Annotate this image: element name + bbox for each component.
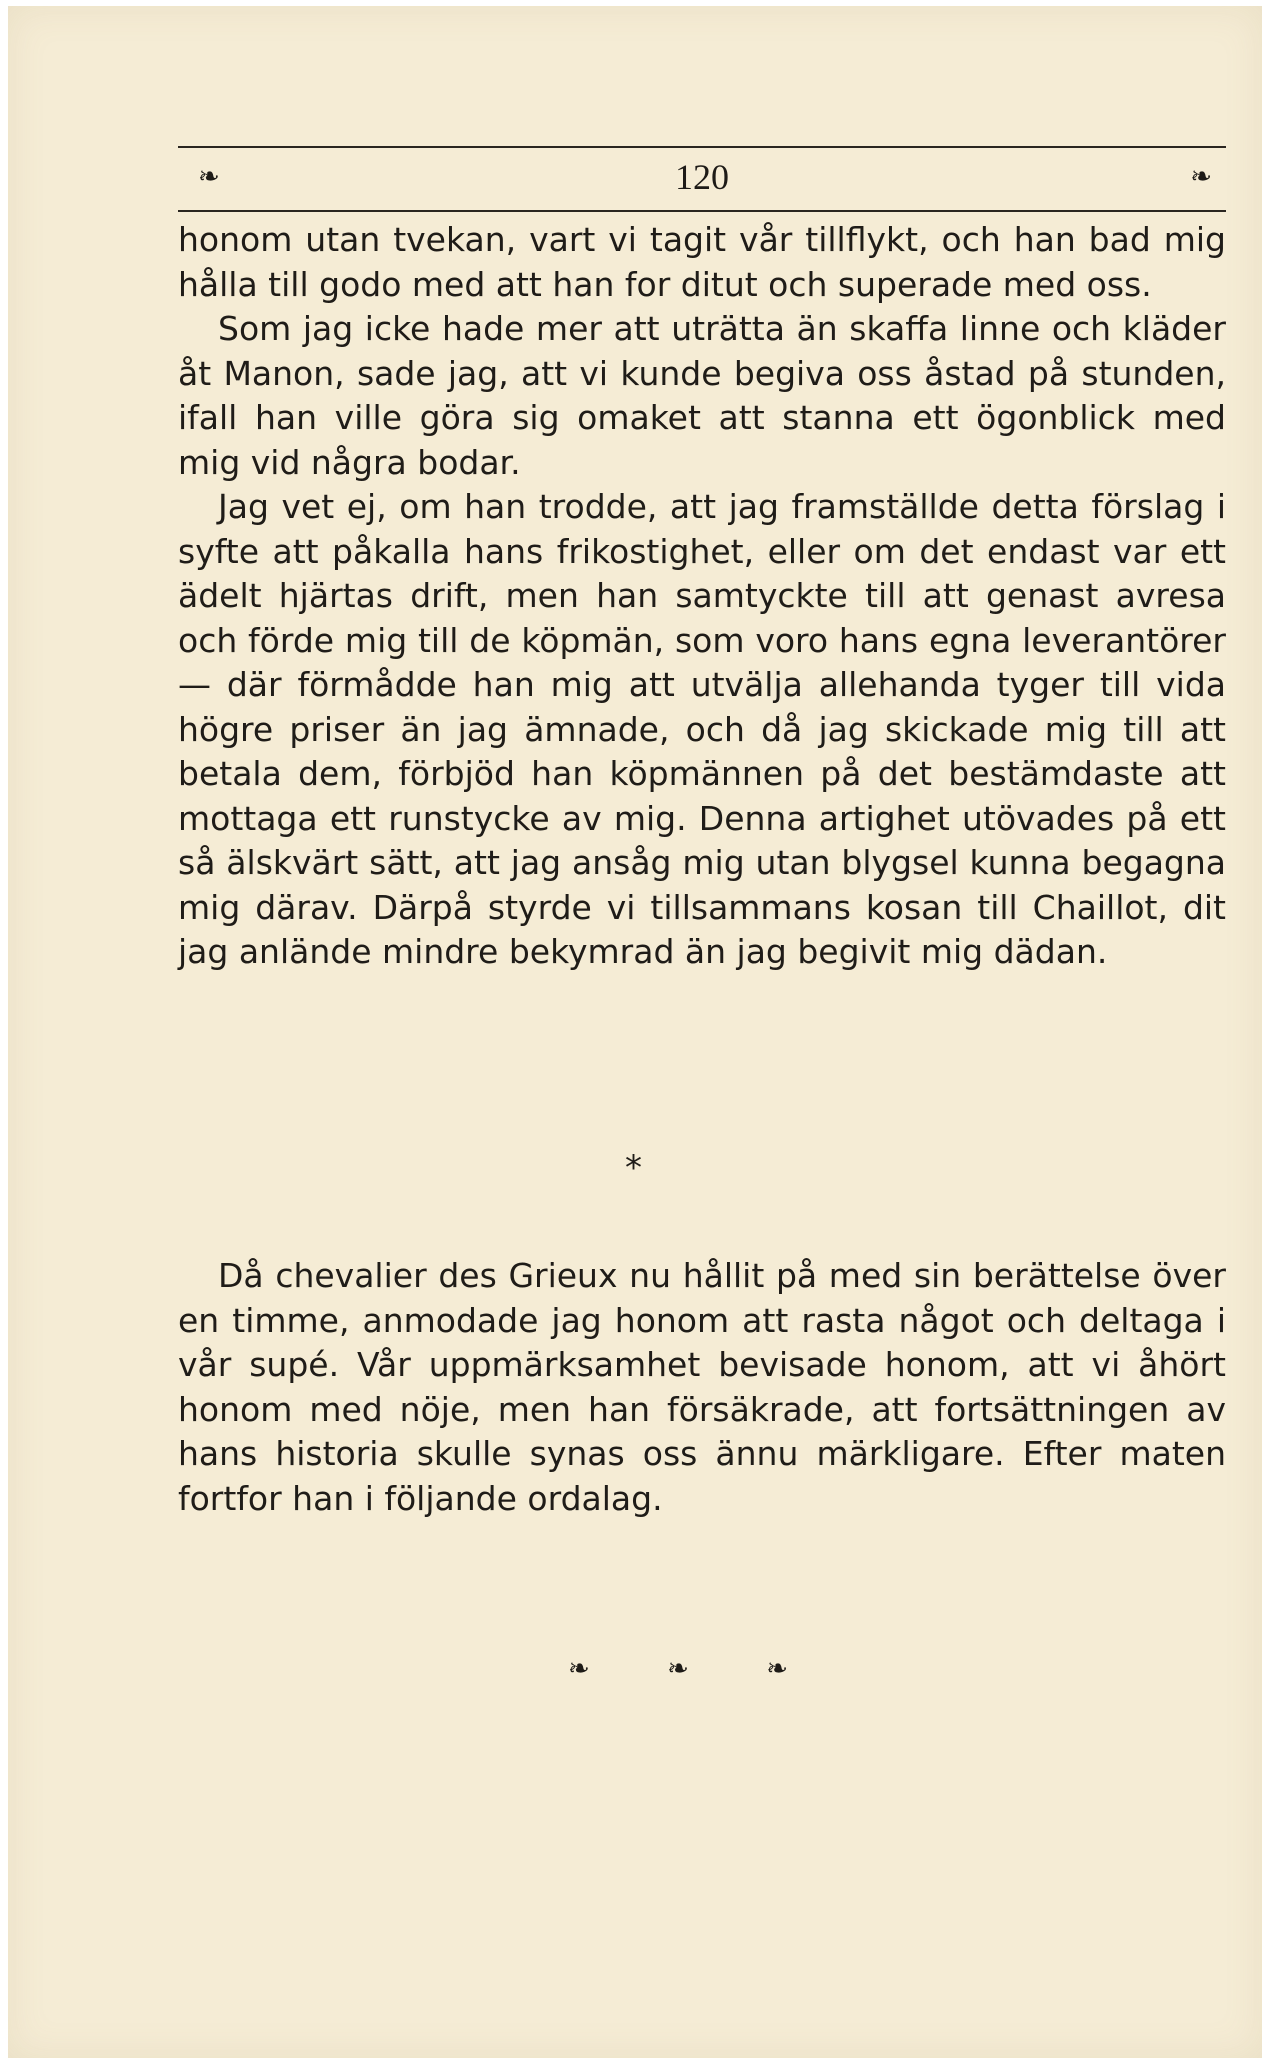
paragraph: Som jag icke hade mer att uträtta än skaffa linne och kläder åt Manon, sade jag, att vi kunde begiva oss åstad på stunden, ifall han ville göra sig omaket att stanna ett ögonblick med mig vid några bodar. <box>178 309 1226 482</box>
section-separator: * <box>625 1148 642 1188</box>
fleuron-icon: ❧ <box>766 1654 788 1684</box>
page-header <box>178 146 1226 212</box>
text-block-top <box>178 218 1226 975</box>
fleuron-icon: ❧ <box>667 1654 689 1684</box>
fleuron-icon: ❧ <box>568 1654 590 1684</box>
page-number: 120 <box>675 157 729 197</box>
book-page <box>8 6 1262 2058</box>
fleuron-left-icon: ❧ <box>198 162 220 192</box>
paragraph: Jag vet ej, om han trodde, att jag framställde detta förslag i syfte att påkalla hans frikostighet, eller om det endast var ett ädelt hjärtas drift, men han samtyckte till att genast avresa och förde mig till de köpmän, som voro hans egna leverantörer — där förmådde han mig att utvälja allehanda tyger till vida högre priser än jag ämnade, och då jag skickade mig till att betala dem, förbjöd han köpmännen på det bestämdaste att mottaga ett runstycke av mig. Denna artighet utövades på ett så älskvärt sätt, att jag ansåg mig utan blygsel kunna begagna mig därav. Därpå styrde vi tillsammans kosan till Chaillot, dit jag anlände mindre bekymrad än jag begivit mig dädan. <box>178 487 1226 971</box>
fleuron-right-icon: ❧ <box>1190 162 1212 192</box>
paragraph-continuation: honom utan tvekan, vart vi tagit vår tillflykt, och han bad mig hålla till godo med att han for ditut och superade med oss. <box>178 220 1226 304</box>
paragraph: Då chevalier des Grieux nu hållit på med sin berättelse över en timme, anmodade jag honom att rasta något och deltaga i vår supé. Vår uppmärksamhet bevisade honom, att vi åhört honom med nöje, men han försäkrade, att fortsättningen av hans historia skulle synas oss ännu märkligare. Efter maten fortfor han i följande ordalag. <box>178 1256 1226 1518</box>
